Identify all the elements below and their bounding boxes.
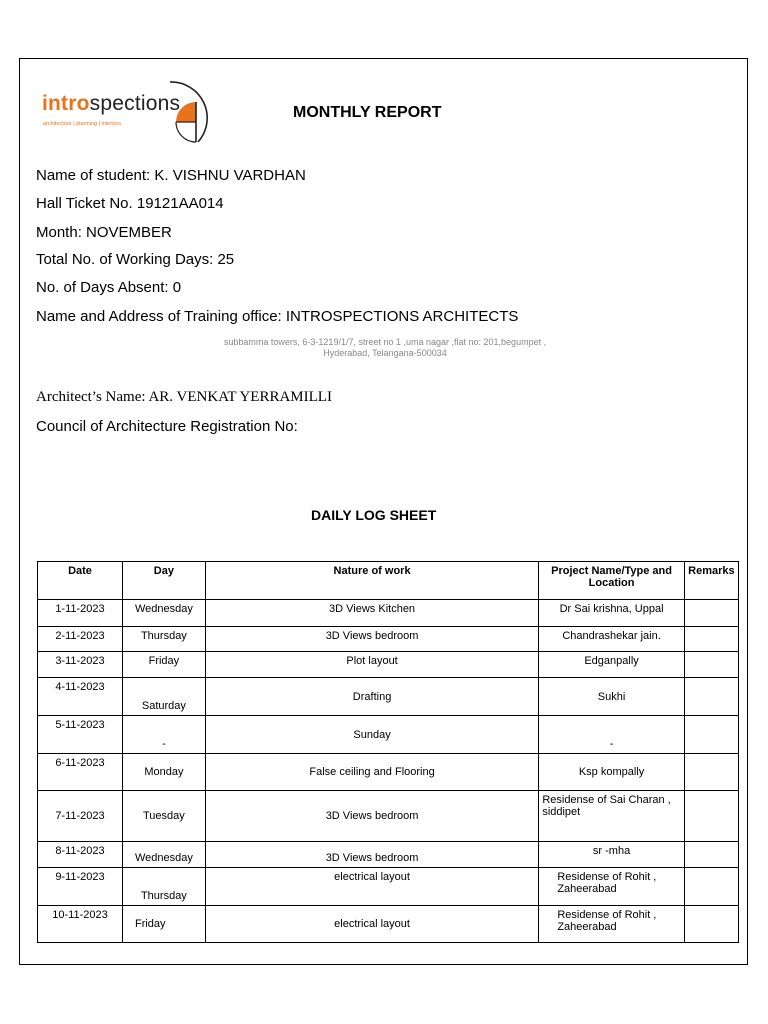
table-header-row [38, 562, 739, 600]
cell-date: 5-11-2023 [38, 716, 123, 754]
header-day: Day [122, 562, 205, 600]
cell-nature: electrical layout [205, 868, 539, 906]
cell-date: 4-11-2023 [38, 678, 123, 716]
cell-day: Friday [122, 906, 205, 943]
coa-registration: Council of Architecture Registration No: [36, 418, 298, 435]
table-row [38, 906, 739, 943]
log-sheet-title: DAILY LOG SHEET [311, 507, 437, 523]
cell-project: Ksp kompally [539, 754, 685, 791]
cell-nature: 3D Views bedroom [205, 627, 539, 652]
cell-day: Thursday [122, 868, 205, 906]
cell-remarks [684, 868, 738, 906]
office-address [180, 337, 590, 359]
cell-remarks [684, 716, 738, 754]
daily-log-table [37, 561, 739, 943]
cell-project: Residense of Rohit , Zaheerabad [539, 868, 685, 906]
cell-day: Monday [122, 754, 205, 791]
header-remarks: Remarks [684, 562, 738, 600]
cell-remarks [684, 678, 738, 716]
cell-day: Wednesday [122, 842, 205, 868]
cell-nature: Plot layout [205, 652, 539, 678]
cell-project: Sukhi [539, 678, 685, 716]
cell-nature: False ceiling and Flooring [205, 754, 539, 791]
report-month: Month: NOVEMBER [36, 224, 172, 241]
working-days: Total No. of Working Days: 25 [36, 251, 235, 268]
cell-project: Dr Sai krishna, Uppal [539, 600, 685, 627]
company-logo [42, 80, 222, 152]
cell-date: 6-11-2023 [38, 754, 123, 791]
cell-nature: 3D Views bedroom [205, 791, 539, 842]
table-row [38, 868, 739, 906]
cell-nature: Sunday [205, 716, 539, 754]
cell-remarks [684, 754, 738, 791]
logo-tagline: architecture | planning | interiors [43, 121, 122, 127]
address-line-1: subbamma towers, 6-3-1219/1/7, street no 1 ,uma nagar ,flat no: 201,begumpet , [223, 337, 547, 347]
header-project: Project Name/Type and Location [539, 562, 685, 600]
cell-day: - [122, 716, 205, 754]
table-row [38, 652, 739, 678]
table-row [38, 627, 739, 652]
architect-name: Architect’s Name: AR. VENKAT YERRAMILLI [36, 389, 332, 405]
logo-brand-intro: intro [42, 92, 90, 115]
report-title: MONTHLY REPORT [293, 104, 442, 121]
table-row [38, 791, 739, 842]
cell-nature: electrical layout [205, 906, 539, 943]
days-absent: No. of Days Absent: 0 [36, 279, 182, 296]
cell-project: Chandrashekar jain. [539, 627, 685, 652]
table-row [38, 678, 739, 716]
cell-day: Friday [122, 652, 205, 678]
student-name: Name of student: K. VISHNU VARDHAN [36, 167, 306, 184]
table-row [38, 716, 739, 754]
cell-date: 9-11-2023 [38, 868, 123, 906]
cell-project: sr -mha [539, 842, 685, 868]
cell-remarks [684, 791, 738, 842]
cell-project: Edganpally [539, 652, 685, 678]
cell-nature: 3D Views bedroom [205, 842, 539, 868]
cell-date: 1-11-2023 [38, 600, 123, 627]
cell-project: - [539, 716, 685, 754]
cell-date: 8-11-2023 [38, 842, 123, 868]
training-office: Name and Address of Training office: INTROSPECTIONS ARCHITECTS [36, 308, 519, 325]
cell-project: Residense of Sai Charan , siddipet [539, 791, 685, 842]
logo-emblem-icon [160, 80, 220, 152]
cell-remarks [684, 842, 738, 868]
cell-remarks [684, 627, 738, 652]
header-nature: Nature of work [205, 562, 539, 600]
cell-remarks [684, 906, 738, 943]
cell-date: 2-11-2023 [38, 627, 123, 652]
cell-remarks [684, 600, 738, 627]
cell-remarks [684, 652, 738, 678]
cell-nature: 3D Views Kitchen [205, 600, 539, 627]
cell-date: 10-11-2023 [38, 906, 123, 943]
cell-day: Thursday [122, 627, 205, 652]
cell-project: Residense of Rohit , Zaheerabad [539, 906, 685, 943]
table-row [38, 754, 739, 791]
cell-day: Wednesday [122, 600, 205, 627]
hall-ticket: Hall Ticket No. 19121AA014 [36, 195, 224, 212]
table-row [38, 600, 739, 627]
cell-date: 3-11-2023 [38, 652, 123, 678]
address-line-2: Hyderabad, Telangana-500034 [323, 348, 447, 358]
cell-nature: Drafting [205, 678, 539, 716]
cell-day: Saturday [122, 678, 205, 716]
table-row [38, 842, 739, 868]
cell-day: Tuesday [122, 791, 205, 842]
logo-brand-rest: spections [89, 92, 181, 115]
cell-date: 7-11-2023 [38, 791, 123, 842]
header-date: Date [38, 562, 123, 600]
